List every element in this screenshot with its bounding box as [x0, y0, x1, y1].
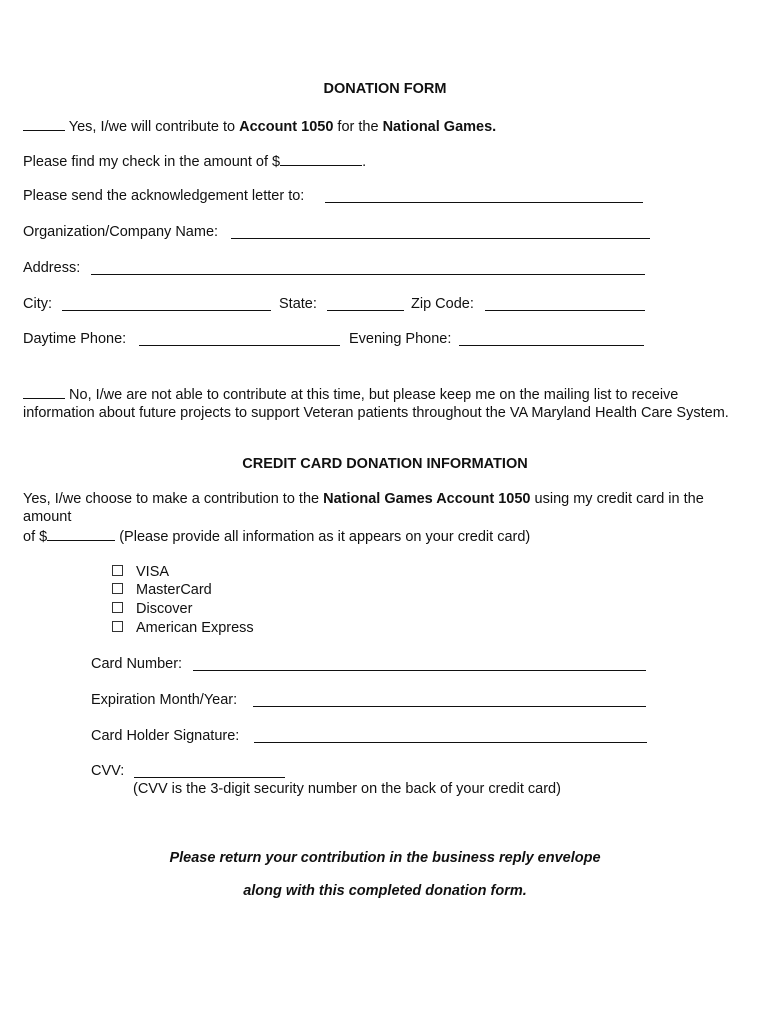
eve-phone-field[interactable]: [459, 345, 644, 346]
expiration-field[interactable]: [253, 706, 646, 707]
national-games: National Games.: [382, 119, 497, 135]
decline-text: No, I/we are not able to contribute at this time, but please keep me on the mailing list to receive information about future projects to support Veteran patients throughout the VA Maryland Health Care System.: [23, 387, 729, 421]
cvv-field[interactable]: [134, 777, 285, 778]
zip-label: Zip Code:: [411, 296, 474, 312]
credit-intro-line1: [23, 490, 704, 508]
contribute-text-pre: Yes, I/we will contribute to: [68, 119, 240, 135]
check-amount-label: Please find my check in the amount of $: [23, 154, 281, 170]
ack-letter-label: Please send the acknowledgement letter to:: [23, 188, 305, 204]
ack-letter-field[interactable]: [325, 202, 643, 203]
visa-label: VISA: [136, 564, 170, 580]
day-phone-label: Daytime Phone:: [23, 331, 127, 347]
account-number: Account 1050: [239, 119, 334, 135]
contribute-checkmark-field[interactable]: [23, 116, 65, 131]
card-option-mastercard[interactable]: [112, 581, 212, 599]
card-option-visa[interactable]: [112, 563, 169, 581]
cvv-note: (CVV is the 3-digit security number on the back of your credit card): [133, 781, 561, 797]
address-field[interactable]: [91, 274, 645, 275]
mastercard-label: MasterCard: [136, 582, 212, 598]
footer-line2: along with this completed donation form.: [243, 883, 527, 899]
check-amount-period: .: [362, 154, 367, 170]
city-label: City:: [23, 296, 52, 312]
signature-label: Card Holder Signature:: [91, 728, 240, 744]
state-label: State:: [279, 296, 317, 312]
contribute-text-mid: for the: [333, 119, 383, 135]
discover-checkbox[interactable]: [112, 602, 123, 613]
mastercard-checkbox[interactable]: [112, 583, 123, 594]
card-number-field[interactable]: [193, 670, 646, 671]
contribute-line: [23, 116, 496, 136]
amex-label: American Express: [136, 620, 254, 636]
cvv-label: CVV:: [91, 763, 125, 779]
discover-label: Discover: [136, 601, 193, 617]
credit-intro-pre: Yes, I/we choose to make a contribution to the: [23, 491, 324, 507]
amex-checkbox[interactable]: [112, 621, 123, 632]
card-option-discover[interactable]: [112, 600, 192, 618]
decline-paragraph: [23, 384, 743, 422]
credit-card-title: CREDIT CARD DONATION INFORMATION: [242, 456, 528, 472]
decline-checkmark-field[interactable]: [23, 384, 65, 399]
city-field[interactable]: [62, 310, 271, 311]
expiration-label: Expiration Month/Year:: [91, 692, 238, 708]
eve-phone-label: Evening Phone:: [349, 331, 452, 347]
state-field[interactable]: [327, 310, 404, 311]
footer-line1: Please return your contribution in the business reply envelope: [169, 850, 601, 866]
check-amount-field[interactable]: [280, 151, 362, 166]
address-label: Address:: [23, 260, 81, 276]
check-amount-line: [23, 151, 366, 171]
day-phone-field[interactable]: [139, 345, 340, 346]
card-option-amex[interactable]: [112, 619, 254, 637]
credit-amount-note: (Please provide all information as it appears on your credit card): [115, 529, 531, 545]
credit-amount-field[interactable]: [47, 526, 115, 541]
form-title: DONATION FORM: [323, 81, 447, 97]
credit-intro-post: using my credit card in the: [530, 491, 704, 507]
signature-field[interactable]: [254, 742, 647, 743]
visa-checkbox[interactable]: [112, 565, 123, 576]
credit-amount-line: [23, 526, 530, 546]
card-number-label: Card Number:: [91, 656, 183, 672]
org-field[interactable]: [231, 238, 650, 239]
zip-field[interactable]: [485, 310, 645, 311]
credit-amount-label: of $: [23, 529, 48, 545]
org-label: Organization/Company Name:: [23, 224, 219, 240]
credit-intro-line2: amount: [23, 509, 72, 525]
credit-intro-account: National Games Account 1050: [323, 491, 531, 507]
